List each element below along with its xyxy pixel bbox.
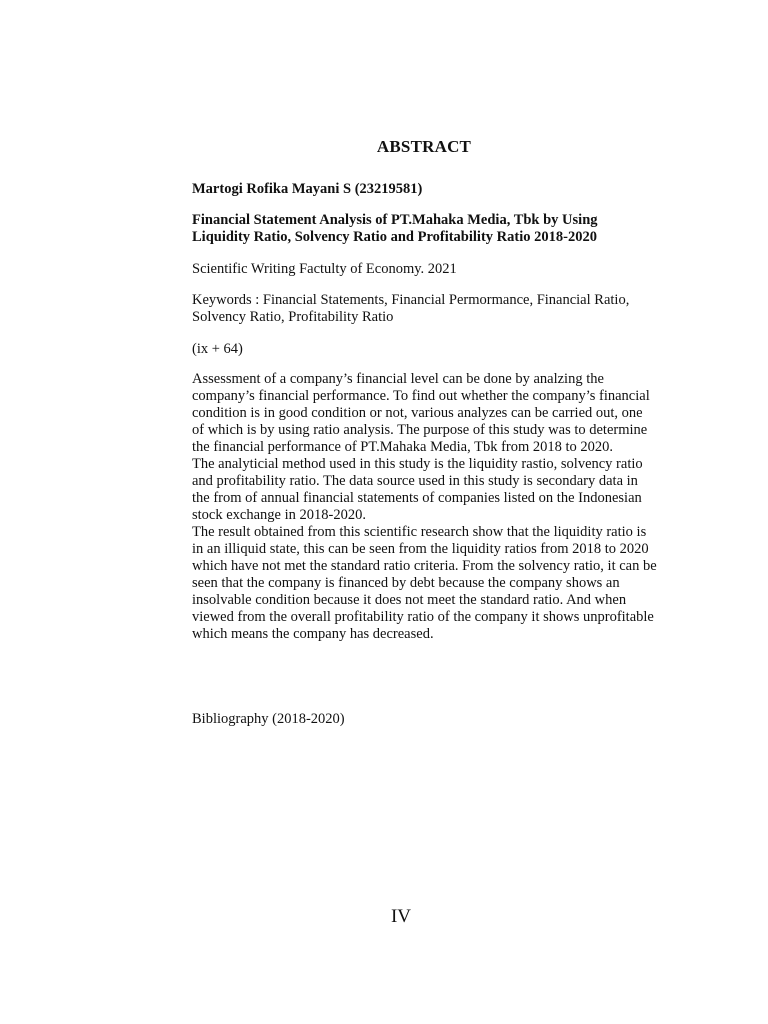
page-count: (ix + 64) (192, 341, 243, 357)
thesis-title: Financial Statement Analysis of PT.Mahaka Media, Tbk by Using Liquidity Ratio, Solvency Ratio and Profitability Ratio 2018-2020 (192, 212, 598, 245)
abstract-body (192, 371, 658, 643)
abstract-paragraph: Assessment of a company’s financial level can be done by analzing the company’s financial performance. To find out whether the company’s financial condition is in good condition or not, various analyzes can be carried out, one of which is by using ratio analysis. The purpose of this study was to determine the financial performance of PT.Mahaka Media, Tbk from 2018 to 2020. (192, 371, 650, 455)
bibliography-line: Bibliography (2018-2020) (192, 711, 345, 727)
abstract-paragraph: The result obtained from this scientific research show that the liquidity ratio is in an illiquid state, this can be seen from the liquidity ratios from 2018 to 2020 which have not met the standard ratio criteria. From the solvency ratio, it can be seen that the company is financed by debt because the company shows an insolvable condition because it does not meet the standard ratio. And when viewed from the overall profitability ratio of the company it shows unprofitable which means the company has decreased. (192, 524, 657, 642)
abstract-heading: ABSTRACT (376, 137, 472, 156)
author-line: Martogi Rofika Mayani S (23219581) (192, 181, 423, 197)
keywords-line: Keywords : Financial Statements, Financial Permormance, Financial Ratio, Solvency Ratio, Profitability Ratio (192, 292, 630, 325)
abstract-paragraph: The analyticial method used in this study is the liquidity rastio, solvency ratio and profitability ratio. The data source used in this study is secondary data in the from of annual financial statements of companies listed on the Indonesian stock exchange in 2018-2020. (192, 456, 643, 523)
page-number: IV (390, 906, 412, 927)
faculty-line: Scientific Writing Factulty of Economy. 2021 (192, 261, 457, 277)
